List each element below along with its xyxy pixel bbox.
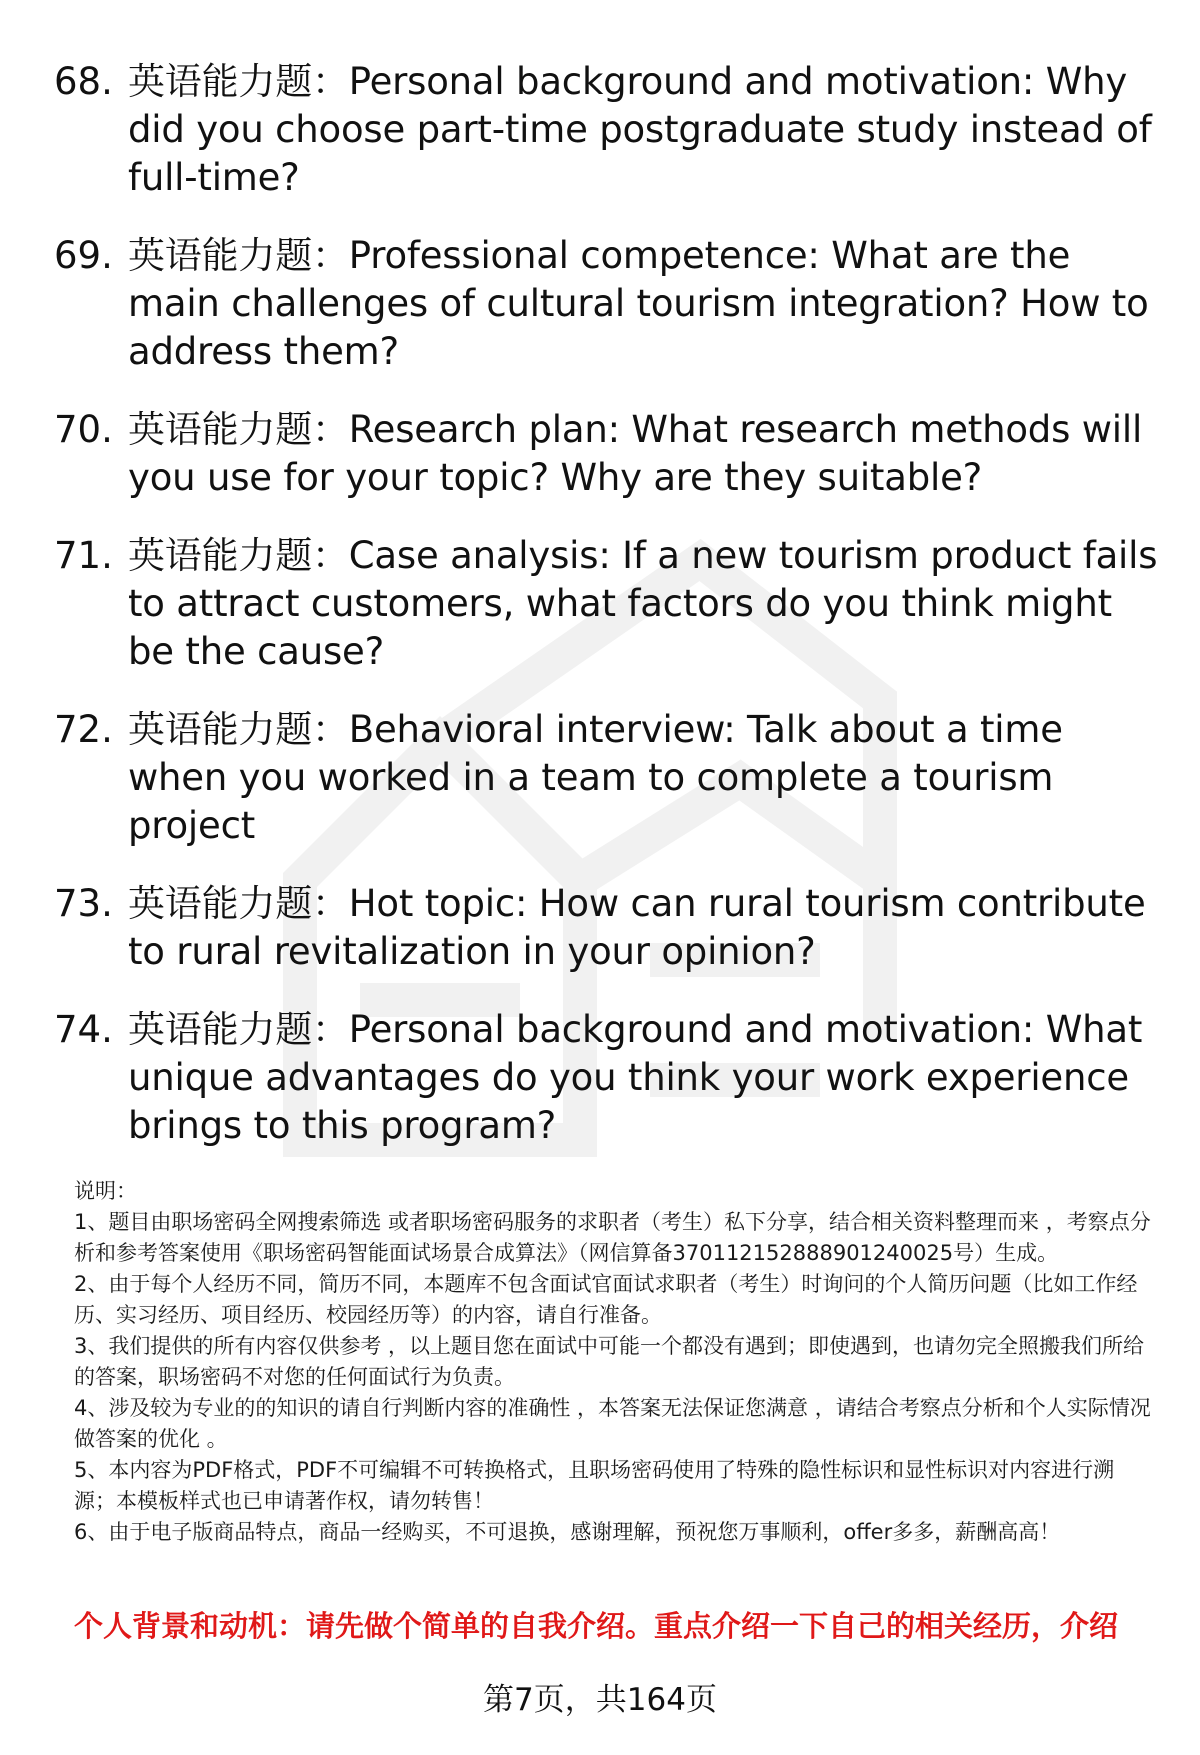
question-number: 69. (54, 234, 113, 277)
question-item-71 (54, 532, 1164, 676)
question-text: 英语能力题：Hot topic: How can rural tourism contribute to rural revitalization in your opinion? (128, 882, 1146, 973)
question-number: 72. (54, 708, 113, 751)
question-number: 74. (54, 1008, 113, 1051)
note-item-1: 1、题目由职场密码全网搜索筛选 或者职场密码服务的求职者（考生）私下分享，结合相关资料整理而来 ，考察点分析和参考答案使用《职场密码智能面试场景合成算法》（网信算备370112152888901240025号）生成。 (74, 1210, 1151, 1265)
note-item-3: 3、我们提供的所有内容仅供参考 ，以上题目您在面试中可能一个都没有遇到；即使遇到，也请勿完全照搬我们所给的答案，职场密码不对您的任何面试行为负责。 (74, 1334, 1145, 1389)
question-item-68 (54, 58, 1164, 202)
question-item-72 (54, 706, 1164, 850)
question-text: 英语能力题：Research plan: What research methods will you use for your topic? Why are they suitable? (128, 408, 1143, 499)
question-number: 70. (54, 408, 113, 451)
question-item-69 (54, 232, 1164, 376)
question-item-73 (54, 880, 1164, 976)
question-item-70 (54, 406, 1164, 502)
question-number: 68. (54, 60, 113, 103)
question-text: 英语能力题：Behavioral interview: Talk about a time when you worked in a team to complete a tourism project (128, 708, 1063, 847)
question-number: 73. (54, 882, 113, 925)
notes-heading: 说明： (74, 1179, 137, 1203)
note-item-5: 5、本内容为PDF格式，PDF不可编辑不可转换格式，且职场密码使用了特殊的隐性标识和显性标识对内容进行溯源；本模板样式也已申请著作权，请勿转售！ (74, 1458, 1115, 1513)
note-item-2: 2、由于每个人经历不同，简历不同，本题库不包含面试官面试求职者（考生）时询问的个人简历问题（比如工作经历、实习经历、项目经历、校园经历等）的内容，请自行准备。 (74, 1272, 1138, 1327)
notes-section (74, 1176, 1154, 1548)
highlight-question-text: 个人背景和动机：请先做个简单的自我介绍。重点介绍一下自己的相关经历，介绍 (74, 1609, 1119, 1643)
question-text: 英语能力题：Personal background and motivation: What unique advantages do you think your work experience brings to this program? (128, 1008, 1143, 1147)
note-item-4: 4、涉及较为专业的的知识的请自行判断内容的准确性 ，本答案无法保证您满意 ，请结合考察点分析和个人实际情况做答案的优化 。 (74, 1396, 1151, 1451)
question-item-74 (54, 1006, 1164, 1150)
question-number: 71. (54, 534, 113, 577)
question-text: 英语能力题：Professional competence: What are the main challenges of cultural tourism integration? How to address them? (128, 234, 1149, 373)
question-list (54, 58, 1164, 1180)
note-item-6: 6、由于电子版商品特点，商品一经购买，不可退换，感谢理解，预祝您万事顺利，offer多多，薪酬高高！ (74, 1520, 1061, 1544)
question-text: 英语能力题：Case analysis: If a new tourism product fails to attract customers, what factors do you think might be the cause? (128, 534, 1158, 673)
question-text: 英语能力题：Personal background and motivation: Why did you choose part-time postgraduate study instead of full-time? (128, 60, 1152, 199)
page-number: 第7页，共164页 (483, 1682, 717, 1718)
